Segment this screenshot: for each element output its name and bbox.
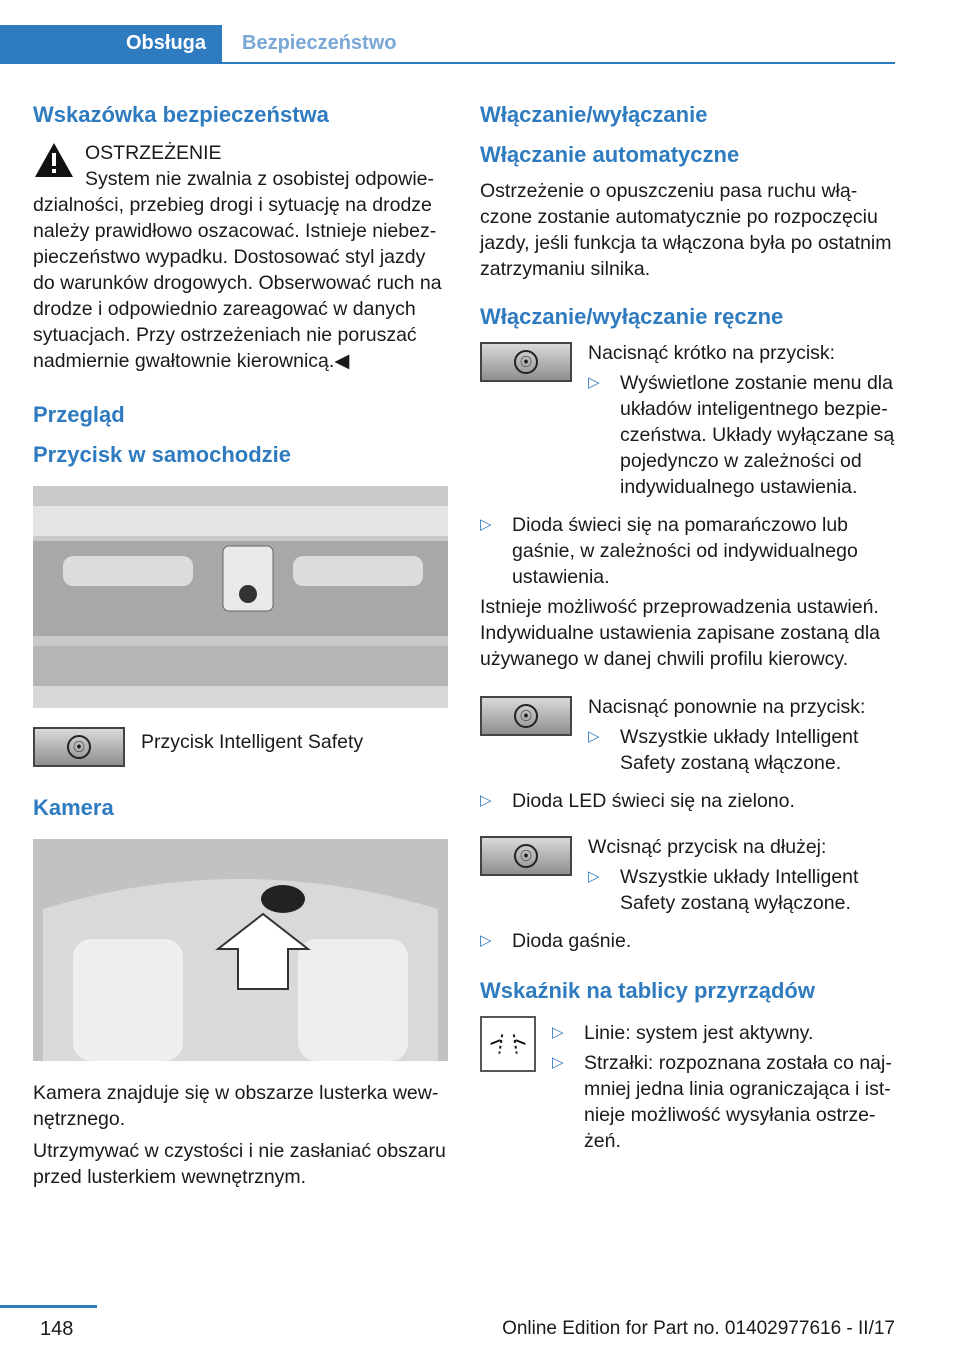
triangle-bullet-icon: ▷ <box>552 1054 564 1071</box>
auto-text: Ostrzeżenie o opuszczeniu pasa ruchu włączone zostanie automatycznie po rozpoczęciu jazdy, jeśli funkcja ta włączona była po ostatnim zatrzymaniu silnika. <box>480 180 892 280</box>
onoff-heading: Włączanie/wyłączanie <box>480 102 708 127</box>
intelligent-safety-button-icon: ⦿ <box>33 727 125 767</box>
step-1 <box>480 340 895 504</box>
indicator-block <box>480 1016 895 1158</box>
triangle-bullet-icon: ▷ <box>552 1024 564 1041</box>
camera-photo <box>33 839 448 1061</box>
triangle-bullet-icon: ▷ <box>588 728 600 745</box>
step-2-led: Dioda LED świeci się na zielono. <box>512 790 795 812</box>
safety-heading: Wskazówka bezpieczeństwa <box>33 102 329 127</box>
tab-bezpieczenstwo[interactable]: Bezpieczeństwo <box>242 32 397 54</box>
camera-text-2: Utrzymywać w czystości i nie zasłaniać obszaru przed lusterkiem wewnętrznym. <box>33 1140 446 1188</box>
step-3 <box>480 834 895 920</box>
triangle-bullet-icon: ▷ <box>480 516 492 533</box>
button-heading: Przycisk w samochodzie <box>33 442 291 467</box>
warning-block <box>33 140 448 374</box>
indicator-bullet-2: Strzałki: rozpoznana została co najmniej jedna linia ograniczająca i istnieje możliwość wysyłania ostrzeżeń. <box>584 1052 892 1152</box>
camera-heading: Kamera <box>33 795 114 820</box>
header-tabs <box>0 25 895 64</box>
step-3-intro: Wcisnąć przycisk na dłużej: <box>588 836 827 858</box>
lane-indicator-icon <box>480 1016 536 1072</box>
intelligent-safety-button-icon: ⦿ <box>480 342 572 382</box>
step-2 <box>480 694 895 780</box>
step-2-bullet: Wszystkie układy Intelligent Safety zostaną włączone. <box>620 726 859 774</box>
page-number: 148 <box>40 1318 74 1340</box>
step-3-bullet: Wszystkie układy Intelligent Safety zostaną wyłączone. <box>620 866 859 914</box>
step-1-led: Dioda świeci się na pomarańczowo lub gaśnie, w zależności od indywidualnego ustawienia. <box>512 514 858 588</box>
warning-title: OSTRZEŻENIE <box>85 142 222 164</box>
overview-heading: Przegląd <box>33 402 125 427</box>
triangle-bullet-icon: ▷ <box>588 868 600 885</box>
triangle-bullet-icon: ▷ <box>480 792 492 809</box>
step-1-intro: Nacisnąć krótko na przycisk: <box>588 342 836 364</box>
warning-icon <box>33 140 75 180</box>
tab-obsluga[interactable]: Obsługa <box>0 25 222 62</box>
step-3-led: Dioda gaśnie. <box>512 930 632 952</box>
step-1-bullet: Wyświetlone zostanie menu dla układów inteligentnego bezpieczeństwa. Układy wyłączane są pojedynczo w zależności od indywidualnego ustawienia. <box>620 372 895 498</box>
footer-rule <box>0 1305 97 1308</box>
warning-text: System nie zwalnia z osobistej odpowiedzialności, przebieg drogi i sytuację na drodze należy prawidłowo oszacować. Istnieje niebezpieczeństwo wypadku. Dostosować styl jazdy do warunków drogowych. Obserwować ruch na drodze i odpowiednio zareagować w danych sytuacjach. Przy ostrzeżeniach nie poruszać nadmiernie gwałtownie kierownicą.◀ <box>33 168 442 372</box>
auto-heading: Włączanie automatyczne <box>480 142 740 167</box>
indicator-heading: Wskaźnik na tablicy przyrządów <box>480 978 815 1003</box>
right-column <box>480 100 895 1166</box>
button-caption: Przycisk Intelligent Safety <box>141 731 364 753</box>
dashboard-button-photo <box>33 486 448 708</box>
triangle-bullet-icon: ▷ <box>480 932 492 949</box>
indicator-bullet-1: Linie: system jest aktywny. <box>584 1022 814 1044</box>
intelligent-safety-button-icon: ⦿ <box>480 836 572 876</box>
step-2-intro: Nacisnąć ponownie na przycisk: <box>588 696 866 718</box>
intelligent-safety-button-icon: ⦿ <box>480 696 572 736</box>
edition-text: Online Edition for Part no. 01402977616 - II/17 <box>502 1318 895 1339</box>
triangle-bullet-icon: ▷ <box>588 374 600 391</box>
camera-text-1: Kamera znajduje się w obszarze lusterka wewnętrznego. <box>33 1082 439 1130</box>
left-column <box>33 100 448 1196</box>
manual-heading: Włączanie/wyłączanie ręczne <box>480 304 784 329</box>
settings-text: Istnieje możliwość przeprowadzenia ustawień. Indywidualne ustawienia zapisane zostaną dla używanego w danej chwili profilu kierowcy. <box>480 596 881 670</box>
